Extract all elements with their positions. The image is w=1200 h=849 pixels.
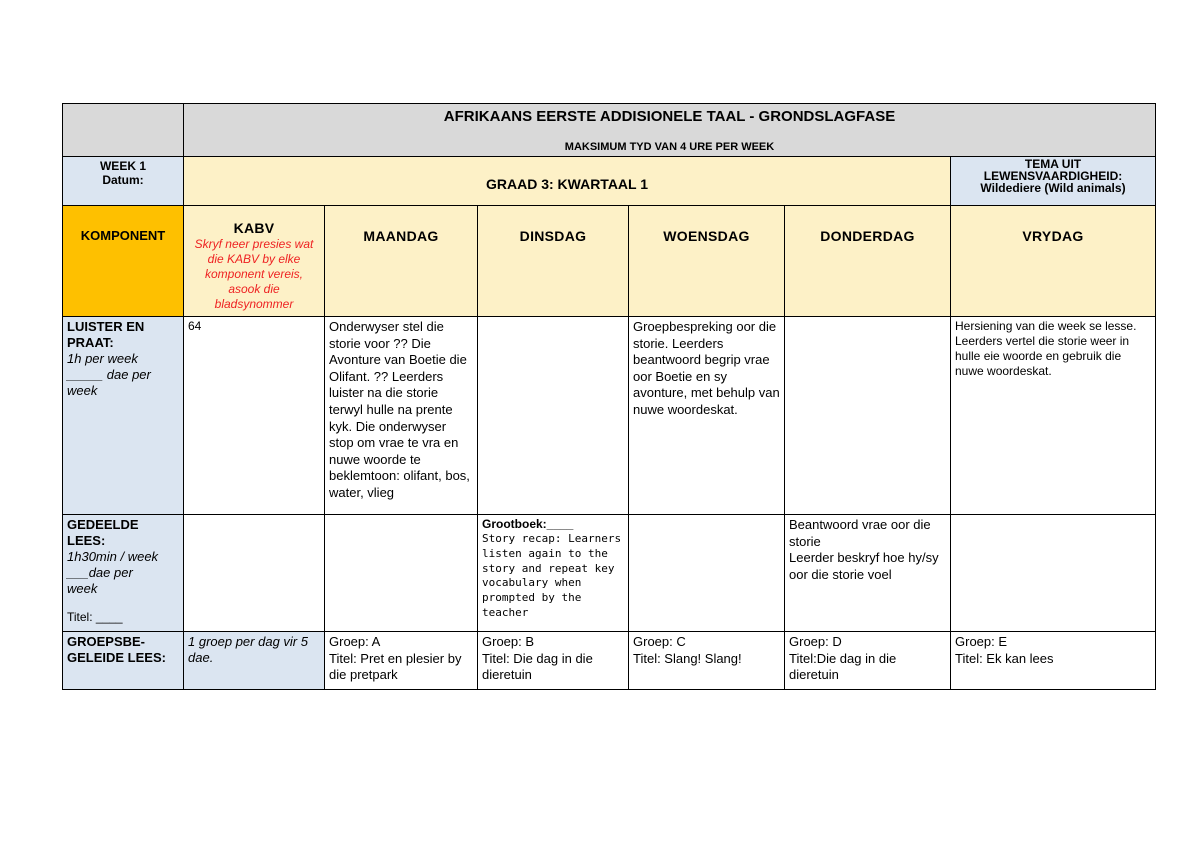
woensdag-label: WOENSDAG xyxy=(663,228,750,244)
table-row-gedeelde xyxy=(63,515,1156,632)
luister-maandag xyxy=(325,317,478,515)
gedeelde-days-2: week xyxy=(67,581,98,596)
luister-dinsdag xyxy=(478,317,629,515)
gedeelde-title-1: GEDEELDE xyxy=(67,517,139,532)
grade-label: GRAAD 3: KWARTAAL 1 xyxy=(485,176,649,192)
gedeelde-donderdag-text: Beantwoord vrae oor die storie Leerder beskryf hoe hy/sy oor die storie voel xyxy=(789,517,939,582)
week-label: WEEK 1 xyxy=(99,159,146,173)
donderdag-label: DONDERDAG xyxy=(820,228,915,244)
luister-row-header xyxy=(63,317,184,515)
groeps-vrydag-titel: Titel: Ek kan lees xyxy=(955,650,1054,666)
maandag-header xyxy=(325,206,478,317)
groeps-dinsdag-titel: Titel: Die dag in die dieretuin xyxy=(482,650,593,683)
gedeelde-row-header xyxy=(63,515,184,632)
week-cell xyxy=(63,157,184,206)
luister-maandag-text: Onderwyser stel die storie voor ?? Die Avonture van Boetie die Olifant. ?? Leerders luister na die storie terwyl hulle na prente kyk. Die onderwyser stop om vrae te vra en nuwe woorde te beklemtoon: olifant, bos, water, vlieg xyxy=(329,319,470,500)
groeps-maandag xyxy=(325,632,478,690)
luister-days-2: week xyxy=(67,383,98,398)
grade-cell xyxy=(184,157,951,206)
dinsdag-label: DINSDAG xyxy=(519,228,587,244)
woensdag-header xyxy=(629,206,785,317)
corner-cell xyxy=(63,104,184,157)
gedeelde-time: 1h30min / week xyxy=(67,549,159,564)
kabv-header xyxy=(184,206,325,317)
groeps-vrydag xyxy=(951,632,1156,690)
datum-label: Datum: xyxy=(102,173,144,187)
grootboek-label: Grootboek:____ xyxy=(482,517,574,531)
tema-line-3: Wildediere (Wild animals) xyxy=(980,181,1126,195)
kabv-label: KABV xyxy=(233,220,275,236)
komponent-label: KOMPONENT xyxy=(80,228,166,243)
table-row-groeps xyxy=(63,632,1156,690)
gedeelde-title-2: LEES: xyxy=(67,533,106,548)
groeps-dinsdag-groep: Groep: B xyxy=(482,634,535,649)
luister-donderdag xyxy=(785,317,951,515)
groeps-kabv-text: 1 groep per dag vir 5 dae. xyxy=(188,634,308,665)
page-title: AFRIKAANS EERSTE ADDISIONELE TAAL - GRONDSLAGFASE xyxy=(443,108,896,125)
groeps-dinsdag xyxy=(478,632,629,690)
luister-woensdag xyxy=(629,317,785,515)
gedeelde-woensdag xyxy=(629,515,785,632)
tema-cell xyxy=(951,157,1156,206)
vrydag-label: VRYDAG xyxy=(1022,228,1084,244)
groeps-title-1: GROEPSBE- xyxy=(67,634,146,649)
kabv-note: Skryf neer presies wat die KABV by elke komponent vereis, asook die bladsynommer xyxy=(194,237,314,311)
groeps-woensdag-groep: Groep: C xyxy=(633,634,686,649)
luister-title-1: LUISTER EN xyxy=(67,319,145,334)
luister-woensdag-text: Groepbespreking oor die storie. Leerders beantwoord begrip vrae oor Boetie en sy avonture, met behulp van nuwe woordeskat. xyxy=(633,319,780,417)
luister-time: 1h per week xyxy=(67,351,138,366)
luister-title-2: PRAAT: xyxy=(67,335,114,350)
groeps-donderdag-groep: Groep: D xyxy=(789,634,842,649)
groeps-maandag-titel: Titel: Pret en plesier by die pretpark xyxy=(329,650,462,683)
groeps-maandag-groep: Groep: A xyxy=(329,634,381,649)
tema-line-2: LEWENSVAARDIGHEID: xyxy=(983,169,1123,183)
page-subtitle: MAKSIMUM TYD VAN 4 URE PER WEEK xyxy=(564,141,775,153)
luister-days: _____ dae per xyxy=(67,367,151,382)
table-row-luister xyxy=(63,317,1156,515)
dinsdag-header xyxy=(478,206,629,317)
maandag-label: MAANDAG xyxy=(363,228,439,244)
gedeelde-dinsdag-text: Story recap: Learners listen again to the story and repeat key vocabulary when prompted by the teacher xyxy=(482,532,622,619)
gedeelde-days: ___dae per xyxy=(67,565,133,580)
gedeelde-kabv xyxy=(184,515,325,632)
groeps-woensdag-titel: Titel: Slang! Slang! xyxy=(633,650,742,666)
luister-vrydag-text: Hersiening van die week se lesse. Leerders vertel die storie weer in hulle eie woorde en gebruik die nuwe woordeskat. xyxy=(955,319,1137,378)
groeps-vrydag-groep: Groep: E xyxy=(955,634,1008,649)
groeps-donderdag xyxy=(785,632,951,690)
groeps-woensdag xyxy=(629,632,785,690)
gedeelde-titel: Titel: ____ xyxy=(67,610,123,624)
vrydag-header xyxy=(951,206,1156,317)
tema-line-1: TEMA UIT xyxy=(1024,157,1082,171)
groeps-donderdag-titel: Titel:Die dag in die dieretuin xyxy=(789,650,897,683)
gedeelde-vrydag xyxy=(951,515,1156,632)
luister-kabv xyxy=(184,317,325,515)
groeps-kabv xyxy=(184,632,325,690)
groeps-row-header xyxy=(63,632,184,690)
lesson-plan-table xyxy=(62,103,1156,690)
title-cell xyxy=(184,104,1156,157)
luister-vrydag xyxy=(951,317,1156,515)
groeps-title-2: GELEIDE LEES: xyxy=(67,650,166,665)
gedeelde-donderdag xyxy=(785,515,951,632)
donderdag-header xyxy=(785,206,951,317)
komponent-header xyxy=(63,206,184,317)
gedeelde-dinsdag xyxy=(478,515,629,632)
luister-kabv-text: 64 xyxy=(188,319,202,333)
gedeelde-maandag xyxy=(325,515,478,632)
